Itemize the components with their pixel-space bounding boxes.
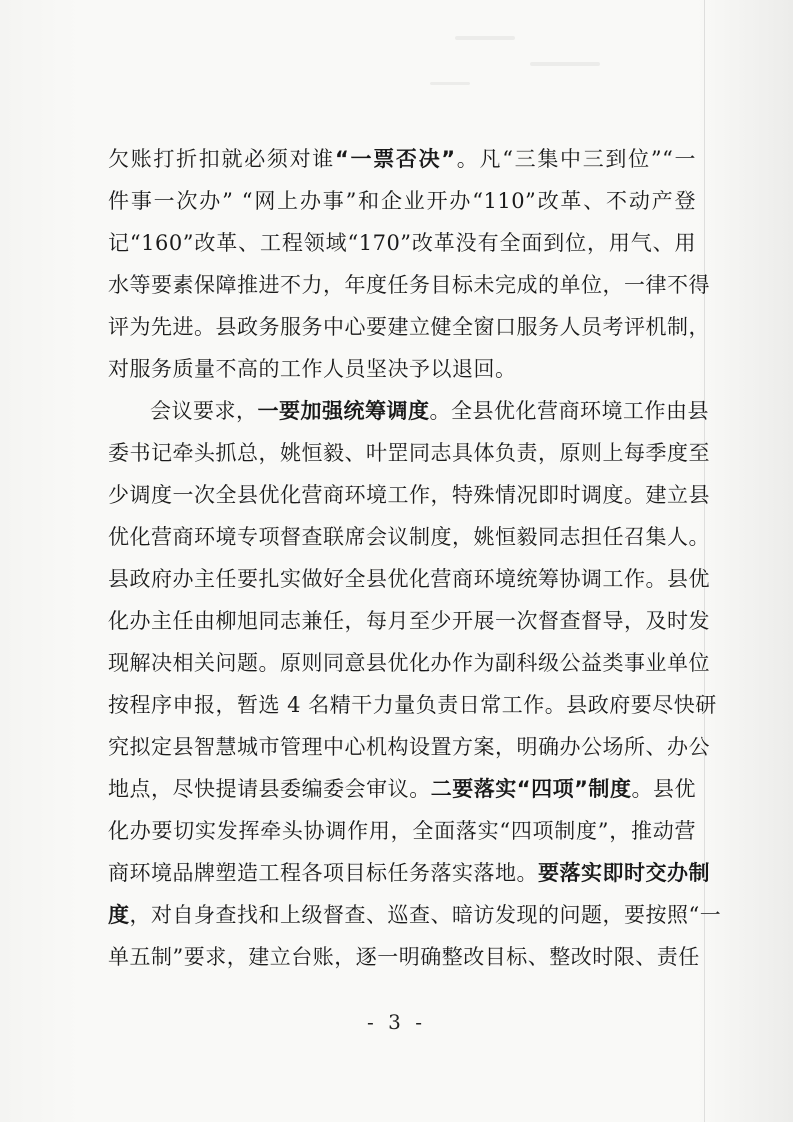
text-line bbox=[108, 726, 710, 768]
text-segment: 究拟定县智慧城市管理中心机构设置方案，明确办公场所、办公 bbox=[108, 735, 710, 759]
bold-text-segment: 度 bbox=[108, 903, 130, 927]
text-line bbox=[108, 306, 710, 348]
text-line bbox=[108, 810, 696, 852]
text-line bbox=[108, 558, 710, 600]
text-segment: 单五制”要求，建立台账，逐一明确整改目标、整改时限、责任 bbox=[108, 945, 700, 969]
text-segment: 优化营商环境专项督查联席会议制度，姚恒毅同志担任召集人。 bbox=[108, 525, 710, 549]
text-segment: 欠账打折扣就必须对谁 bbox=[108, 147, 335, 171]
text-line bbox=[108, 390, 709, 432]
scan-artifact bbox=[530, 62, 600, 66]
text-segment: 评为先进。县政务服务中心要建立健全窗口服务人员考评机制， bbox=[108, 315, 710, 339]
text-line bbox=[108, 222, 696, 264]
text-segment: 会议要求， bbox=[150, 399, 258, 423]
bold-text-segment: 一要加强统筹调度 bbox=[257, 399, 430, 423]
bold-text-segment: 二要落实“四项”制度 bbox=[430, 777, 632, 801]
text-line bbox=[108, 432, 710, 474]
scan-artifact bbox=[430, 82, 470, 85]
text-line bbox=[108, 474, 710, 516]
text-segment: 水等要素保障推进不力，年度任务目标未完成的单位，一律不得 bbox=[108, 273, 710, 297]
bold-text-segment: 要落实即时交办制 bbox=[538, 861, 710, 885]
text-segment: 现解决相关问题。原则同意县优化办作为副科级公益类事业单位 bbox=[108, 651, 710, 675]
page-number: - 3 - bbox=[367, 1010, 426, 1034]
text-segment: 件事一次办” “网上办事”和企业开办“110”改革、不动产登 bbox=[108, 189, 696, 213]
text-line bbox=[108, 348, 696, 390]
text-segment: 化办主任由柳旭同志兼任，每月至少开展一次督查督导，及时发 bbox=[108, 609, 710, 633]
text-segment: 少调度一次全县优化营商环境工作，特殊情况即时调度。建立县 bbox=[108, 483, 710, 507]
text-line bbox=[108, 894, 722, 936]
bold-text-segment: “一票否决” bbox=[335, 147, 456, 171]
text-segment: 对服务质量不高的工作人员坚决予以退回。 bbox=[108, 357, 517, 381]
text-line bbox=[108, 600, 710, 642]
text-segment: 县政府办主任要扎实做好全县优化营商环境统筹协调工作。县优 bbox=[108, 567, 710, 591]
text-segment: 化办要切实发挥牵头协调作用，全面落实“四项制度”，推动营 bbox=[108, 819, 696, 843]
text-line bbox=[108, 684, 717, 726]
text-segment: 按程序申报，暂选 4 名精干力量负责日常工作。县政府要尽快研 bbox=[108, 693, 717, 717]
text-line bbox=[108, 852, 710, 894]
text-segment: 委书记牵头抓总，姚恒毅、叶罡同志具体负责，原则上每季度至 bbox=[108, 441, 710, 465]
text-line bbox=[108, 264, 710, 306]
text-segment: ，对自身查找和上级督查、巡查、暗访发现的问题，要按照“一 bbox=[129, 903, 722, 927]
text-segment: 记“160”改革、工程领域“170”改革没有全面到位，用气、用 bbox=[108, 231, 696, 255]
text-line bbox=[108, 936, 700, 978]
text-line bbox=[108, 642, 710, 684]
text-line bbox=[108, 180, 696, 222]
text-segment: 地点，尽快提请县委编委会审议。 bbox=[108, 777, 431, 801]
text-segment: 。凡“三集中三到位”“一 bbox=[455, 147, 697, 171]
scan-artifact bbox=[455, 36, 515, 40]
text-segment: 。全县优化营商环境工作由县 bbox=[429, 399, 709, 423]
body-text bbox=[108, 138, 722, 978]
text-line bbox=[108, 138, 696, 180]
text-segment: 。县优 bbox=[631, 777, 696, 801]
scan-fold-line bbox=[704, 0, 705, 1122]
text-segment: 商环境品牌塑造工程各项目标任务落实落地。 bbox=[108, 861, 538, 885]
text-line bbox=[108, 516, 710, 558]
text-line bbox=[108, 768, 696, 810]
